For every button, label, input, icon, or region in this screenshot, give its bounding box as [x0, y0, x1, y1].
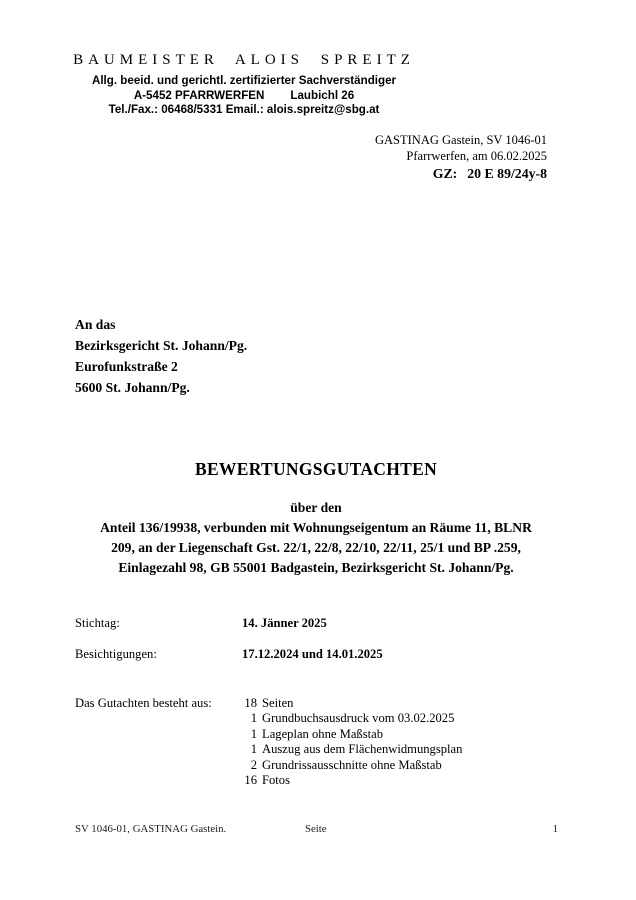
- recipient-address: [75, 314, 247, 398]
- attachment-text: Grundrissausschnitte ohne Maßstab: [262, 757, 442, 772]
- attachment-text: Lageplan ohne Maßstab: [262, 726, 383, 741]
- recipient-line: An das: [75, 317, 116, 332]
- besichtigungen-row: [75, 647, 555, 663]
- letterhead-name: BAUMEISTER ALOIS SPREITZ: [73, 52, 415, 68]
- letterhead-address-left: A-5452 PFARRWERFEN: [133, 88, 265, 102]
- letterhead: [55, 50, 433, 118]
- attachment-text: Grundbuchsausdruck vom 03.02.2025: [262, 711, 455, 726]
- attachment-count: 1: [250, 726, 257, 741]
- besichtigungen-value: 17.12.2024 und 14.01.2025: [242, 647, 383, 661]
- attachment-text: Fotos: [262, 773, 290, 788]
- recipient-line: Eurofunkstraße 2: [75, 359, 178, 374]
- attachment-item: [242, 758, 462, 773]
- attachment-count: 1: [250, 711, 257, 726]
- attachment-item: [242, 773, 462, 788]
- letterhead-address-right: Laubichl 26: [290, 88, 355, 102]
- reference-case-line: GASTINAG Gastein, SV 1046-01: [375, 133, 547, 147]
- attachment-count: 2: [250, 757, 257, 772]
- attachment-text: Auszug aus dem Flächenwidmungsplan: [262, 742, 463, 757]
- attachment-item: [242, 727, 462, 742]
- attachment-count: 1: [250, 742, 257, 757]
- attachment-count: 18: [244, 696, 257, 710]
- title-section: [60, 459, 572, 578]
- reference-block: [375, 133, 547, 182]
- recipient-line: 5600 St. Johann/Pg.: [75, 380, 190, 395]
- page-title: BEWERTUNGSGUTACHTEN: [194, 459, 438, 479]
- recipient-line: Bezirksgericht St. Johann/Pg.: [75, 338, 248, 353]
- reference-place-date-line: Pfarrwerfen, am 06.02.2025: [406, 148, 547, 163]
- subject-line: 209, an der Liegenschaft Gst. 22/1, 22/8, 22/10, 22/11, 25/1 und BP .259,: [111, 540, 521, 555]
- stichtag-value: 14. Jänner 2025: [242, 616, 327, 630]
- footer-seite-label: Seite: [305, 823, 327, 835]
- contents-label: Das Gutachten besteht aus:: [75, 696, 212, 710]
- letterhead-qualification: Allg. beeid. und gerichtl. zertifizierter Sachverständiger: [91, 74, 397, 87]
- stichtag-label: Stichtag:: [75, 616, 120, 630]
- letterhead-address: [55, 89, 433, 104]
- reference-gz-line: [375, 165, 547, 182]
- attachment-text: Seiten: [262, 696, 294, 710]
- attachment-list: [242, 696, 462, 788]
- contents-row: [75, 696, 555, 788]
- gz-label: GZ:: [432, 166, 458, 182]
- gz-value: 20 E 89/24y-8: [467, 166, 547, 182]
- attachment-count: 16: [244, 773, 257, 788]
- attachment-item: [242, 742, 462, 757]
- footer-page-number: 1: [552, 823, 558, 835]
- subject-line: Einlagezahl 98, GB 55001 Badgastein, Bezirksgericht St. Johann/Pg.: [118, 560, 514, 575]
- stichtag-row: [75, 616, 555, 632]
- attachment-item: [242, 711, 462, 726]
- besichtigungen-label: Besichtigungen:: [75, 647, 157, 661]
- attachment-item: [242, 696, 462, 711]
- footer-reference: SV 1046-01, GASTINAG Gastein.: [75, 823, 227, 835]
- subject-line: Anteil 136/19938, verbunden mit Wohnungseigentum an Räume 11, BLNR: [100, 520, 532, 535]
- letterhead-contact: Tel./Fax.: 06468/5331 Email.: alois.spreitz@sbg.at: [108, 103, 380, 116]
- subject-intro: über den: [290, 500, 342, 515]
